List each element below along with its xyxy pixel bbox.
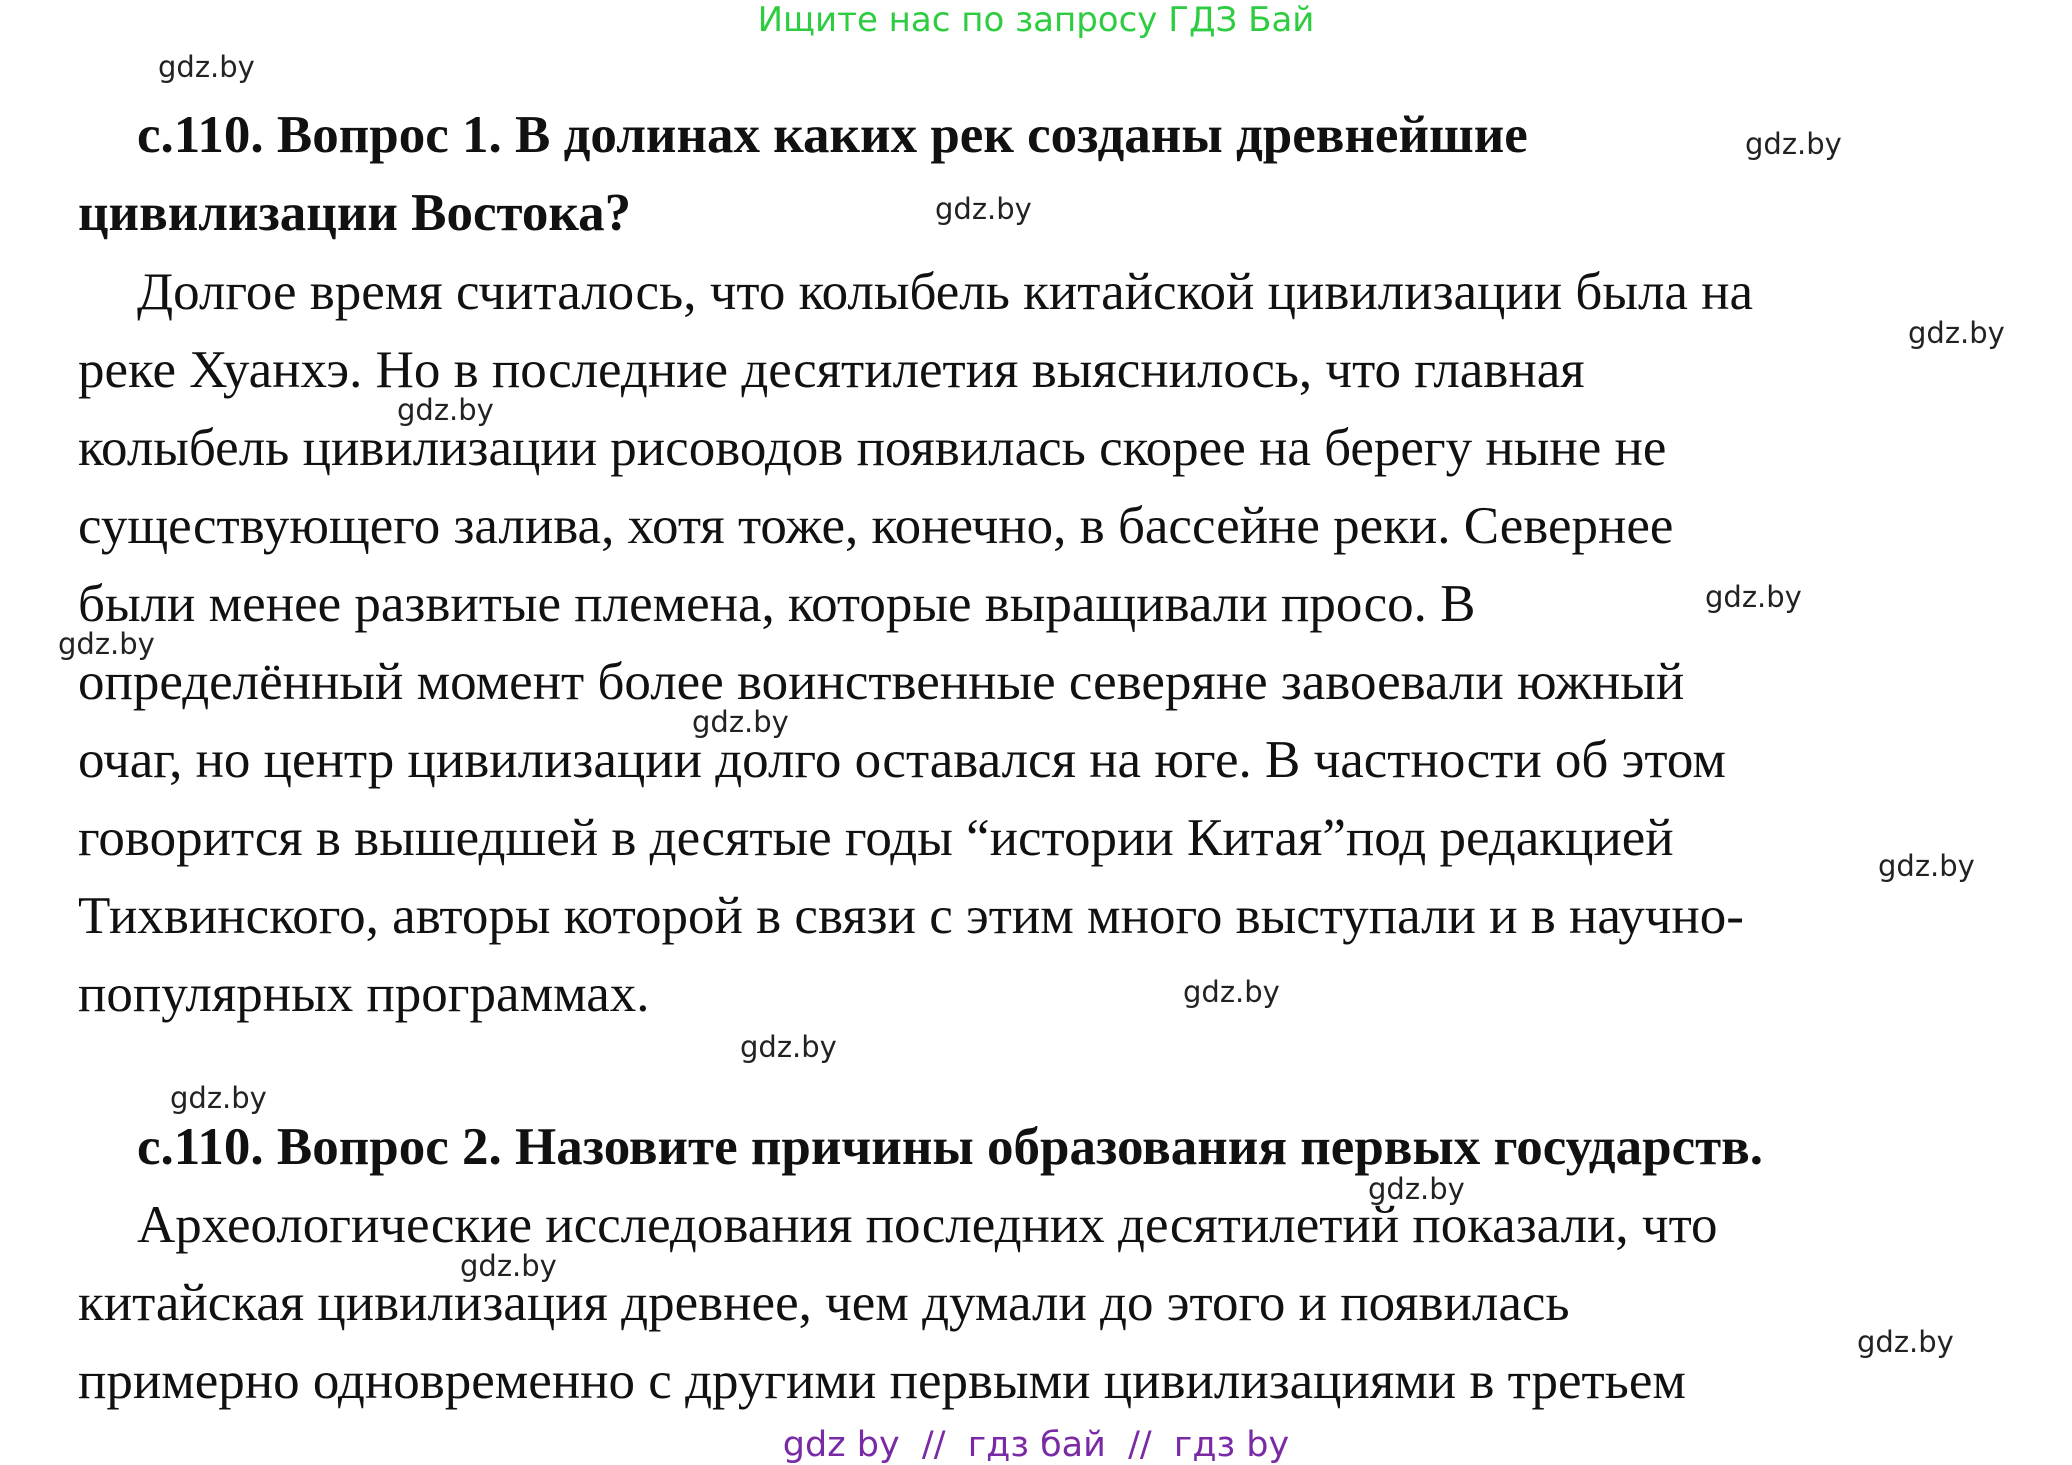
watermark: gdz.by xyxy=(1705,580,1802,614)
answer-2-line: китайская цивилизация древнее, чем думали до этого и появилась xyxy=(78,1274,1570,1332)
watermark: gdz.by xyxy=(58,627,155,661)
answer-1-line: были менее развитые племена, которые выращивали просо. В xyxy=(78,575,1476,633)
answer-1-line: Долгое время считалось, что колыбель китайской цивилизации была на xyxy=(137,263,1754,321)
answer-1-line: колыбель цивилизации рисоводов появилась скорее на берегу ныне не xyxy=(78,419,1667,477)
question-1-heading-line-1: с.110. Вопрос 1. В долинах каких рек созданы древнейшие xyxy=(137,106,1528,164)
search-banner: Ищите нас по запросу ГДЗ Бай xyxy=(757,0,1315,40)
watermark: gdz.by xyxy=(1908,316,2005,350)
footer-watermark: gdz by // гдз бай // гдз by xyxy=(782,1425,1290,1465)
watermark: gdz.by xyxy=(1857,1325,1954,1359)
question-2-heading: с.110. Вопрос 2. Назовите причины образования первых государств. xyxy=(137,1118,1763,1176)
answer-1-line: говорится в вышедшей в десятые годы “истории Китая”под редакцией xyxy=(78,809,1674,867)
watermark: gdz.by xyxy=(1745,127,1842,161)
watermark: gdz.by xyxy=(1878,849,1975,883)
watermark: gdz.by xyxy=(1183,975,1280,1009)
answer-1-line: реке Хуанхэ. Но в последние десятилетия выяснилось, что главная xyxy=(78,341,1585,399)
watermark: gdz.by xyxy=(740,1030,837,1064)
answer-1-line: Тихвинского, авторы которой в связи с этим много выступали и в научно- xyxy=(78,887,1744,945)
answer-1-line: существующего залива, хотя тоже, конечно, в бассейне реки. Севернее xyxy=(78,497,1674,555)
question-1-heading-line-2: цивилизации Востока? xyxy=(78,184,632,242)
answer-2-line: Археологические исследования последних десятилетий показали, что xyxy=(137,1196,1718,1254)
answer-1-line: популярных программах. xyxy=(78,965,650,1023)
watermark: gdz.by xyxy=(935,192,1032,226)
answer-1-line: определённый момент более воинственные северяне завоевали южный xyxy=(78,653,1685,711)
answer-1-line: очаг, но центр цивилизации долго оставался на юге. В частности об этом xyxy=(78,731,1726,789)
answer-2-line: примерно одновременно с другими первыми цивилизациями в третьем xyxy=(78,1352,1686,1410)
watermark: gdz.by xyxy=(1368,1172,1465,1206)
watermark: gdz.by xyxy=(158,50,255,84)
watermark: gdz.by xyxy=(397,393,494,427)
watermark: gdz.by xyxy=(692,705,789,739)
watermark: gdz.by xyxy=(170,1081,267,1115)
watermark: gdz.by xyxy=(460,1249,557,1283)
